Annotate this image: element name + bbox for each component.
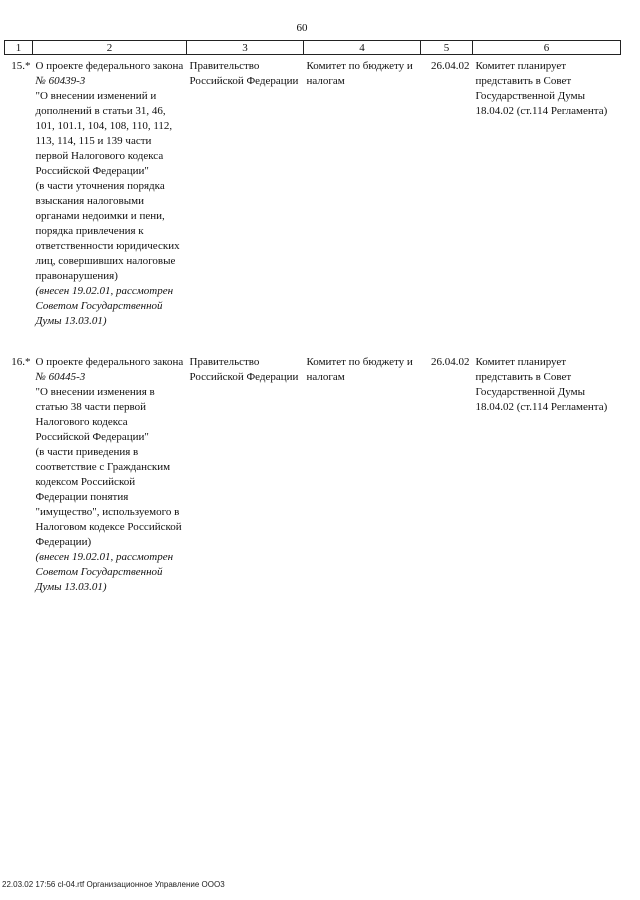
bill-number: № 60445-3 [35, 371, 86, 383]
bill-description [33, 59, 187, 329]
date: 26.04.02 [431, 356, 470, 368]
bill-title: "О внесении изменений и дополнений в статьи 31, 46, 101, 101.1, 104, 108, 110, 112, 113, 114, 115 и 139 части первой Налогового кодекса Российской Федерации" [35, 90, 173, 177]
bill-note: (в части уточнения порядка взыскания налоговыми органами недоимки и пени, порядка привлечения к ответственности юридических лиц, совершивших налоговые правонарушения) [35, 180, 180, 282]
column-header: 5 [421, 41, 473, 55]
bill-intro: О проекте федерального закона [35, 60, 184, 72]
remark: Комитет планирует представить в Совет Государственной Думы 18.04.02 (ст.114 Регламента) [475, 356, 608, 413]
table-row [5, 59, 621, 329]
bill-note: (в части приведения в соответствие с Гражданским кодексом Российской Федерации понятия "имущество", используемого в Налоговом кодексе Российской Федерации) [35, 446, 182, 548]
bill-number: № 60439-3 [35, 75, 86, 87]
footer-note: 22.03.02 17:56 cl-04.rtf Организационное Управление ООО3 [2, 880, 225, 889]
committee: Комитет по бюджету и налогам [306, 356, 413, 383]
row-number: 16.* [11, 356, 31, 368]
row-number: 15.* [11, 60, 31, 72]
bill-status: (внесен 19.02.01, рассмотрен Советом Государственной Думы 13.03.01) [35, 285, 174, 327]
remark: Комитет планирует представить в Совет Государственной Думы 18.04.02 (ст.114 Регламента) [475, 60, 608, 117]
bill-title: "О внесении изменения в статью 38 части первой Налогового кодекса Российской Федерации" [35, 386, 155, 443]
committee: Комитет по бюджету и налогам [306, 60, 413, 87]
initiator: Правительство Российской Федерации [189, 356, 299, 383]
bills-table [4, 40, 621, 595]
date: 26.04.02 [431, 60, 470, 72]
bill-status: (внесен 19.02.01, рассмотрен Советом Государственной Думы 13.03.01) [35, 551, 174, 593]
bill-description [33, 355, 187, 595]
bill-intro: О проекте федерального закона [35, 356, 184, 368]
column-header: 2 [33, 41, 187, 55]
column-header: 3 [187, 41, 304, 55]
column-header: 6 [473, 41, 621, 55]
column-header: 4 [304, 41, 421, 55]
page-number: 60 [296, 22, 308, 34]
column-header: 1 [5, 41, 33, 55]
table-row [5, 355, 621, 595]
initiator: Правительство Российской Федерации [189, 60, 299, 87]
column-header-row [5, 41, 621, 55]
